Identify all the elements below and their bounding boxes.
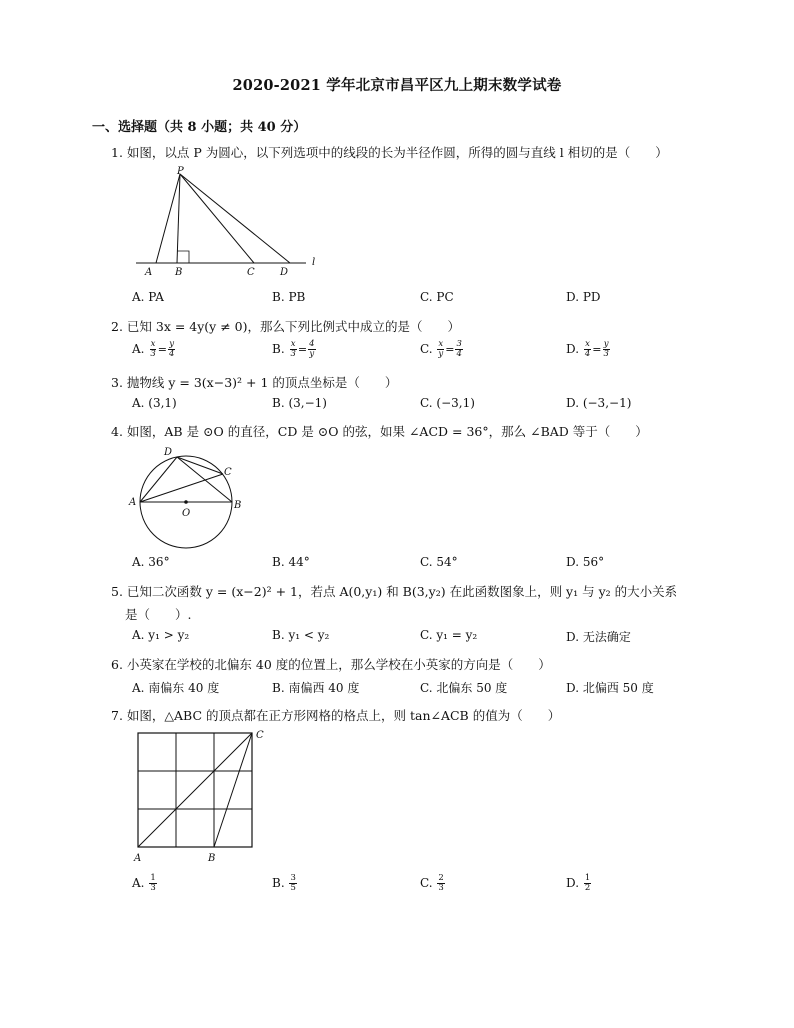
segment-pc (180, 174, 254, 263)
q7-option-c[interactable] (420, 874, 446, 893)
fraction-numerator: 2 (438, 873, 444, 883)
q6-option-c[interactable]: C. 北偏东 50 度 (420, 681, 508, 695)
label-d: D (280, 267, 289, 278)
option-prefix: C. (420, 876, 433, 890)
q4-option-c[interactable]: C. 54° (420, 555, 458, 569)
fraction-numerator: 4 (309, 339, 315, 349)
fraction-denominator: 5 (290, 883, 296, 893)
fraction-denominator: 3 (438, 883, 444, 893)
option-prefix: B. (272, 342, 285, 356)
question-7-figure (128, 726, 278, 868)
segment-ac (140, 474, 223, 502)
fraction-numerator: x (438, 339, 444, 349)
question-5-text-cont: 是（ ）. (125, 607, 192, 622)
q4-option-a[interactable]: A. 36° (132, 555, 170, 569)
right-angle-mark (177, 251, 189, 263)
option-prefix: D. (566, 876, 580, 890)
fraction-numerator: x (150, 339, 156, 349)
label-b: B (234, 500, 242, 511)
fraction-denominator: 3 (150, 883, 156, 893)
fraction-denominator: 4 (168, 349, 175, 359)
question-1-figure (130, 163, 330, 281)
fraction-denominator: y (309, 349, 315, 359)
segment-pa (156, 174, 180, 263)
label-a: A (134, 853, 142, 864)
option-prefix: A. (132, 876, 145, 890)
q5-option-a[interactable]: A. y₁ > y₂ (132, 628, 190, 642)
option-prefix: C. (420, 342, 433, 356)
fraction-numerator: y (603, 339, 609, 349)
option-prefix: B. (272, 876, 285, 890)
fraction-numerator: y (169, 339, 175, 349)
segment-db (177, 457, 232, 502)
label-b: B (175, 267, 183, 278)
q7-option-b[interactable] (272, 874, 298, 893)
fraction-denominator: 4 (584, 349, 591, 359)
q5-option-c[interactable]: C. y₁ = y₂ (420, 628, 478, 642)
label-o: O (182, 508, 191, 519)
question-1-text: 1. 如图，以点 P 为圆心，以下列选项中的线段的长为半径作圆，所得的圆与直线 l 相切的是（ ） (111, 145, 668, 160)
q6-option-b[interactable]: B. 南偏西 40 度 (272, 681, 360, 695)
q5-option-b[interactable]: B. y₁ < y₂ (272, 628, 330, 642)
question-6-text: 6. 小英家在学校的北偏东 40 度的位置上，那么学校在小英家的方向是（ ） (111, 657, 551, 672)
q1-option-a[interactable]: A. PA (132, 290, 164, 304)
label-c: C (224, 467, 232, 478)
q3-option-a[interactable]: A. (3,1) (132, 396, 177, 410)
q4-option-d[interactable]: D. 56° (566, 555, 605, 569)
fraction-denominator: 3 (150, 349, 156, 359)
label-d: D (164, 447, 173, 458)
fraction-denominator: 3 (603, 349, 609, 359)
q6-option-a[interactable]: A. 南偏东 40 度 (132, 681, 220, 695)
question-5-text: 5. 已知二次函数 y = (x−2)² + 1，若点 A(0,y₁) 和 B(3,y₂) 在此函数图象上，则 y₁ 与 y₂ 的大小关系 (111, 584, 678, 599)
option-prefix: A. (132, 342, 145, 356)
option-prefix: D. (566, 342, 580, 356)
question-4-figure (124, 442, 248, 552)
label-b: B (208, 853, 216, 864)
question-2-text: 2. 已知 3x = 4y(y ≠ 0)，那么下列比例式中成立的是（ ） (111, 319, 460, 334)
segment-pd (180, 174, 290, 263)
fraction-numerator: 1 (584, 873, 591, 883)
q7-option-d[interactable] (566, 874, 592, 893)
fraction-denominator: y (438, 349, 444, 359)
question-4-text: 4. 如图，AB 是 ⊙O 的直径，CD 是 ⊙O 的弦，如果 ∠ACD = 36°，那么 ∠BAD 等于（ ） (111, 424, 648, 439)
fraction-numerator: x (290, 339, 296, 349)
q1-option-d[interactable]: D. PD (566, 290, 601, 304)
chord-cd (177, 457, 223, 474)
label-c: C (256, 730, 264, 741)
label-p: P (177, 166, 184, 177)
q7-option-a[interactable] (132, 874, 158, 893)
question-7-text: 7. 如图，△ABC 的顶点都在正方形网格的格点上，则 tan∠ACB 的值为（ ） (111, 708, 561, 723)
q5-option-d[interactable]: D. 无法确定 (566, 630, 631, 644)
q1-option-c[interactable]: C. PC (420, 290, 454, 304)
q2-option-c[interactable]: C. $\frac{x}{y}$ = $\frac{3}{4}$ (420, 339, 462, 359)
q2-option-d[interactable]: D. $\frac{x}{4}$ = $\frac{y}{3}$ (566, 339, 609, 359)
question-3-text: 3. 抛物线 y = 3(x−3)² + 1 的顶点坐标是（ ） (111, 375, 398, 390)
q3-option-d[interactable]: D. (−3,−1) (566, 396, 632, 410)
fraction-denominator: 2 (584, 883, 591, 893)
fraction-numerator: 3 (456, 339, 462, 349)
q2-option-a[interactable]: A. $\frac{x}{3}$ = $\frac{y}{4}$ (132, 339, 175, 359)
exam-title: 2020-2021 学年北京市昌平区九上期末数学试卷 (232, 77, 562, 94)
label-c: C (247, 267, 255, 278)
q2-option-b[interactable]: B. $\frac{x}{3}$ = $\frac{4}{y}$ (272, 339, 315, 359)
segment-pb (177, 174, 180, 263)
segment-bc (214, 733, 252, 847)
fraction-numerator: x (585, 339, 590, 349)
label-a: A (145, 267, 153, 278)
label-a: A (129, 497, 137, 508)
q4-option-b[interactable]: B. 44° (272, 555, 310, 569)
q1-option-b[interactable]: B. PB (272, 290, 306, 304)
q3-option-b[interactable]: B. (3,−1) (272, 396, 327, 410)
section-heading: 一、选择题（共 8 小题；共 40 分） (92, 120, 307, 135)
fraction-denominator: 4 (456, 349, 462, 359)
q3-option-c[interactable]: C. (−3,1) (420, 396, 475, 410)
fraction-denominator: 3 (290, 349, 296, 359)
fraction-numerator: 3 (290, 873, 296, 883)
segment-ac (138, 733, 252, 847)
center-point (184, 500, 188, 504)
q6-option-d[interactable]: D. 北偏西 50 度 (566, 681, 654, 695)
fraction-numerator: 1 (150, 873, 156, 883)
label-l: l (312, 257, 316, 268)
